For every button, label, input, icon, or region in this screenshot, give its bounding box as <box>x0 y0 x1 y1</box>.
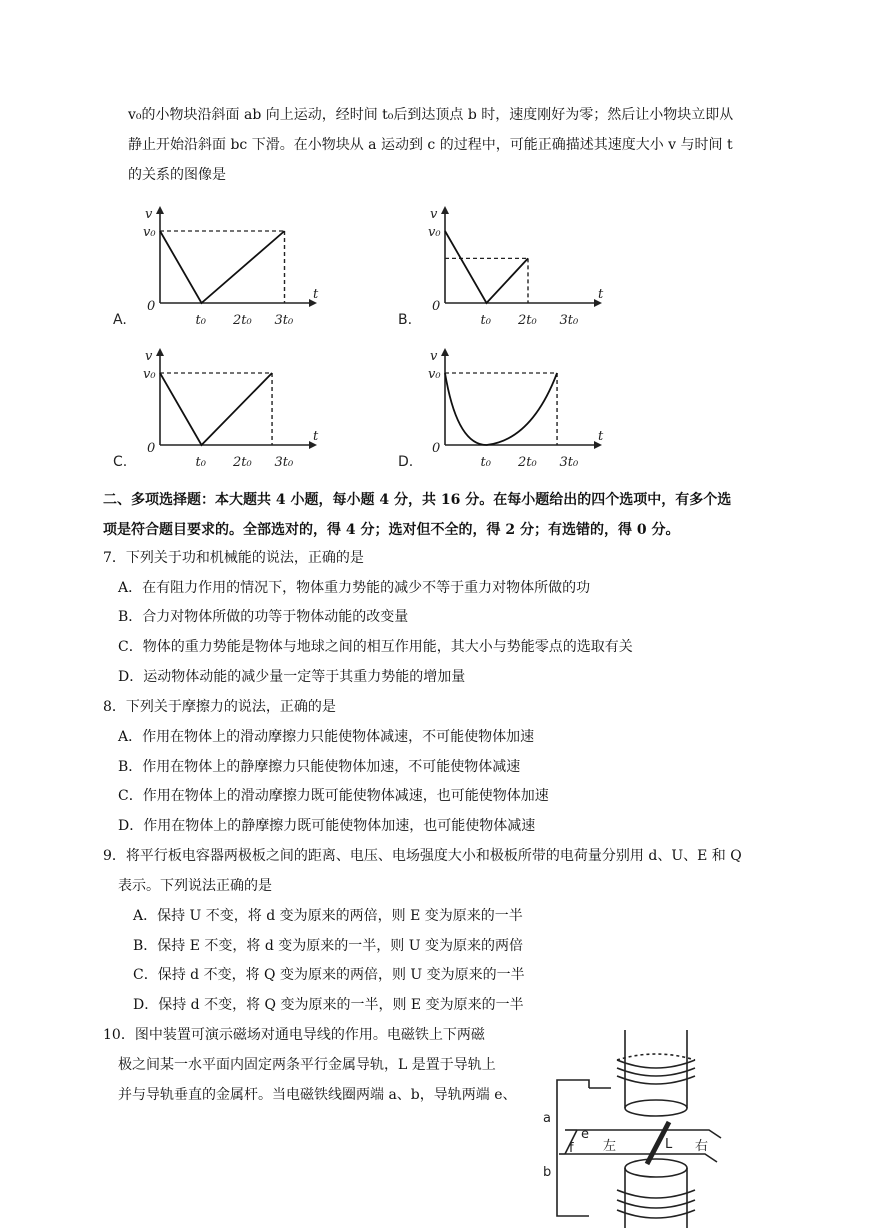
velocity-curve <box>445 373 557 445</box>
q9-option-c: C．保持 d 不变，将 Q 变为原来的两倍，则 U 变为原来的一半 <box>133 967 525 983</box>
q10-line-3: 并与导轨垂直的金属杆。当电磁铁线圈两端 a、b，导轨两端 e、 <box>118 1087 517 1103</box>
vt-graph-svg <box>398 198 608 333</box>
vt-graph-svg <box>398 340 608 475</box>
v-axis-label: v <box>430 349 438 364</box>
v-axis-arrow <box>441 348 449 356</box>
q8-option-c: C．作用在物体上的滑动摩擦力既可能使物体减速，也可能使物体加速 <box>118 788 549 804</box>
origin-label: 0 <box>432 299 441 314</box>
tick-2t0: 2t₀ <box>233 455 252 470</box>
origin-label: 0 <box>432 441 441 456</box>
option-label: C. <box>113 454 128 470</box>
graph-option-a <box>113 198 323 333</box>
tick-2t0: 2t₀ <box>233 313 252 328</box>
q9-option-a: A．保持 U 不变，将 d 变为原来的两倍，则 E 变为原来的一半 <box>133 908 523 924</box>
v0-label: v₀ <box>428 367 441 382</box>
q8-stem: 8．下列关于摩擦力的说法，正确的是 <box>103 699 336 715</box>
tick-3t0: 3t₀ <box>274 455 294 470</box>
vt-graph-svg <box>113 198 323 333</box>
option-label: D. <box>398 454 414 470</box>
q8-option-d: D．作用在物体上的静摩擦力既可能使物体加速，也可能使物体减速 <box>118 818 536 834</box>
q6-line-2: 静止开始沿斜面 bc 下滑。在小物块从 a 运动到 c 的过程中，可能正确描述其速度大小 v 与时间 t <box>128 137 733 153</box>
tick-t0: t₀ <box>480 313 491 328</box>
velocity-curve <box>445 231 528 303</box>
section2-line-1: 二、多项选择题：本大题共 4 小题，每小题 4 分，共 16 分。在每小题给出的四个选项中，有多个选 <box>103 492 732 508</box>
q9-option-d: D．保持 d 不变，将 Q 变为原来的一半，则 E 变为原来的一半 <box>133 997 524 1013</box>
label-b: b <box>543 1165 552 1180</box>
q8-option-a: A．作用在物体上的滑动摩擦力只能使物体减速，不可能使物体加速 <box>118 729 535 745</box>
graph-option-c <box>113 340 323 475</box>
label-rod-l: L <box>665 1137 673 1152</box>
q6-line-3: 的关系的图像是 <box>128 167 226 183</box>
q10-line-1: 10．图中装置可演示磁场对通电导线的作用。电磁铁上下两磁 <box>103 1027 485 1043</box>
q9-stem-1: 9．将平行板电容器两极板之间的距离、电压、电场强度大小和极板所带的电荷量分别用 d、U、E 和 Q <box>103 848 742 864</box>
v-axis-arrow <box>441 206 449 214</box>
q6-line-1: v₀的小物块沿斜面 ab 向上运动，经时间 t₀后到达顶点 b 时，速度刚好为零；然后让小物块立即从 <box>128 107 734 123</box>
v0-label: v₀ <box>428 225 441 240</box>
v-axis-label: v <box>430 207 438 222</box>
v-axis-label: v <box>145 349 153 364</box>
q8-option-b: B．作用在物体上的静摩擦力只能使物体加速，不可能使物体减速 <box>118 759 521 775</box>
q7-stem: 7．下列关于功和机械能的说法，正确的是 <box>103 550 364 566</box>
t-axis-label: t <box>598 287 604 302</box>
q10-line-2: 极之间某一水平面内固定两条平行金属导轨，L 是置于导轨上 <box>118 1057 496 1073</box>
v0-label: v₀ <box>143 367 156 382</box>
tick-t0: t₀ <box>195 455 206 470</box>
v-axis-arrow <box>156 206 164 214</box>
q9-option-b: B．保持 E 不变，将 d 变为原来的一半，则 U 变为原来的两倍 <box>133 938 523 954</box>
graph-option-b <box>398 198 608 333</box>
tick-2t0: 2t₀ <box>518 455 537 470</box>
label-a: a <box>543 1111 551 1126</box>
label-f: f <box>569 1141 574 1156</box>
label-e: e <box>581 1127 589 1142</box>
tick-t0: t₀ <box>480 455 491 470</box>
origin-label: 0 <box>147 299 156 314</box>
v-axis-arrow <box>156 348 164 356</box>
section2-line-2: 项是符合题目要求的。全部选对的，得 4 分；选对但不全的，得 2 分；有选错的，得 0 分。 <box>103 522 680 538</box>
t-axis-label: t <box>313 429 319 444</box>
q9-stem-2: 表示。下列说法正确的是 <box>118 878 272 894</box>
origin-label: 0 <box>147 441 156 456</box>
tick-3t0: 3t₀ <box>559 313 579 328</box>
q7-option-a: A．在有阻力作用的情况下，物体重力势能的减少不等于重力对物体所做的功 <box>118 580 591 596</box>
option-label: A. <box>113 312 127 328</box>
t-axis-label: t <box>313 287 319 302</box>
tick-3t0: 3t₀ <box>274 313 294 328</box>
label-left: 左 <box>603 1139 617 1154</box>
t-axis-label: t <box>598 429 604 444</box>
q7-option-b: B．合力对物体所做的功等于物体动能的改变量 <box>118 609 409 625</box>
option-label: B. <box>398 312 413 328</box>
velocity-curve <box>160 373 272 445</box>
graph-option-d <box>398 340 608 475</box>
tick-3t0: 3t₀ <box>559 455 579 470</box>
velocity-curve <box>160 231 285 303</box>
tick-2t0: 2t₀ <box>518 313 537 328</box>
v0-label: v₀ <box>143 225 156 240</box>
label-right: 右 <box>695 1139 709 1154</box>
q7-option-c: C．物体的重力势能是物体与地球之间的相互作用能，其大小与势能零点的选取有关 <box>118 639 633 655</box>
electromagnet-figure <box>537 1030 737 1228</box>
tick-t0: t₀ <box>195 313 206 328</box>
v-axis-label: v <box>145 207 153 222</box>
vt-graph-svg <box>113 340 323 475</box>
q7-option-d: D．运动物体动能的减少量一定等于其重力势能的增加量 <box>118 669 466 685</box>
